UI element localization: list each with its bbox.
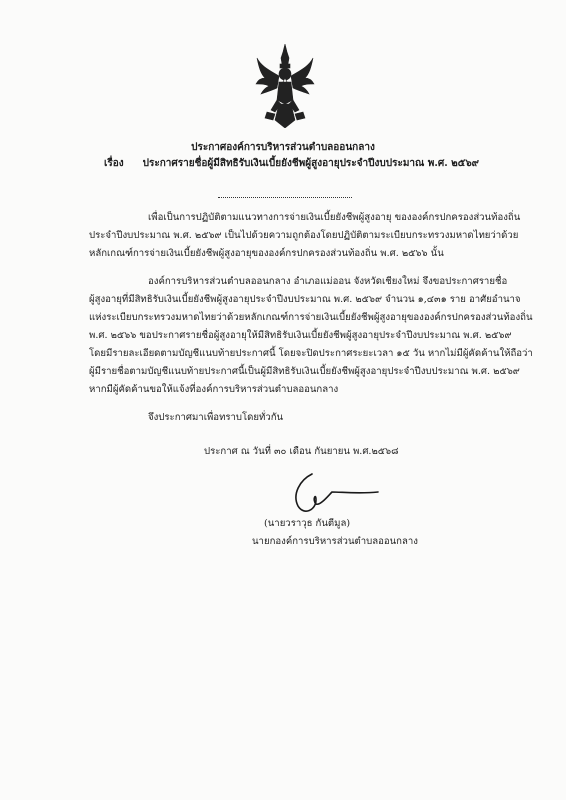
subject-text: ประกาศรายชื่อผู้มีสิทธิรับเงินเบี้ยยังชีพผู้สูงอายุประจำปีงบประมาณ พ.ศ. ๒๕๖๙ — [142, 158, 479, 169]
para2-line-7: หากมีผู้คัดค้านขอให้แจ้งที่องค์การบริหารส่วนตำบลออนกลาง — [89, 384, 339, 395]
closing-line: จึงประกาศมาเพื่อทราบโดยทั่วกัน — [148, 412, 284, 423]
para2-line-5: โดยมีรายละเอียดตามบัญชีแนบท้ายประกาศนี้ โดยจะปิดประกาศระยะเวลา ๑๕ วัน หากไม่มีผู้คัดค้านให้ถือว่า — [89, 348, 533, 359]
para2-line-4: พ.ศ. ๒๕๖๖ ขอประกาศรายชื่อผู้สูงอายุให้มีสิทธิรับเงินเบี้ยยังชีพผู้สูงอายุประจำปีงบประมาณ พ.ศ. ๒๕๖๙ — [89, 330, 512, 341]
date-line: ประกาศ ณ วันที่ ๓๐ เดือน กันยายน พ.ศ.๒๕๖๘ — [204, 446, 399, 457]
signatory-position: นายกองค์การบริหารส่วนตำบลออนกลาง — [252, 536, 418, 547]
subject-line — [104, 158, 479, 170]
para2-line-2: ผู้สูงอายุที่มีสิทธิรับเงินเบี้ยยังชีพผู้สูงอายุประจำปีงบประมาณ พ.ศ. ๒๕๖๙ จำนวน ๑,๔๓๑ ราย อาศัยอำนาจ — [89, 294, 521, 305]
dotted-divider — [218, 197, 352, 198]
handwritten-signature — [282, 470, 382, 520]
subject-label: เรื่อง — [104, 158, 124, 169]
para1-line-3: หลักเกณฑ์การจ่ายเงินเบี้ยยังชีพผู้สูงอายุขององค์กรปกครองส่วนท้องถิ่น พ.ศ. ๒๕๖๖ นั้น — [89, 248, 444, 259]
garuda-emblem-icon — [255, 44, 315, 128]
para1-line-2: ประจำปีงบประมาณ พ.ศ. ๒๕๖๙ เป็นไปด้วยความถูกต้องโดยปฏิบัติตามระเบียบกระทรวงมหาดไทยว่าด้วย — [89, 230, 519, 241]
para2-line-1: องค์การบริหารส่วนตำบลออนกลาง อำเภอแม่ออน จังหวัดเชียงใหม่ จึงขอประกาศรายชื่อ — [148, 276, 508, 287]
org-title: ประกาศองค์การบริหารส่วนตำบลออนกลาง — [191, 142, 375, 153]
para2-line-3: แห่งระเบียบกระทรวงมหาดไทยว่าด้วยหลักเกณฑ์การจ่ายเงินเบี้ยยังชีพผู้สูงอายุขององค์กรปกครองส่วนท้องถิ่น — [89, 312, 533, 323]
para2-line-6: ผู้มีรายชื่อตามบัญชีแนบท้ายประกาศนี้เป็นผู้มีสิทธิรับเงินเบี้ยยังชีพผู้สูงอายุประจำปีงบประมาณ พ.ศ. ๒๕๖๙ — [89, 366, 520, 377]
signatory-name: (นายวราวุธ กันตีมูล) — [264, 518, 351, 529]
para1-line-1: เพื่อเป็นการปฏิบัติตามแนวทางการจ่ายเงินเบี้ยยังชีพผู้สูงอายุ ขององค์กรปกครองส่วนท้องถิ่น — [148, 212, 521, 223]
